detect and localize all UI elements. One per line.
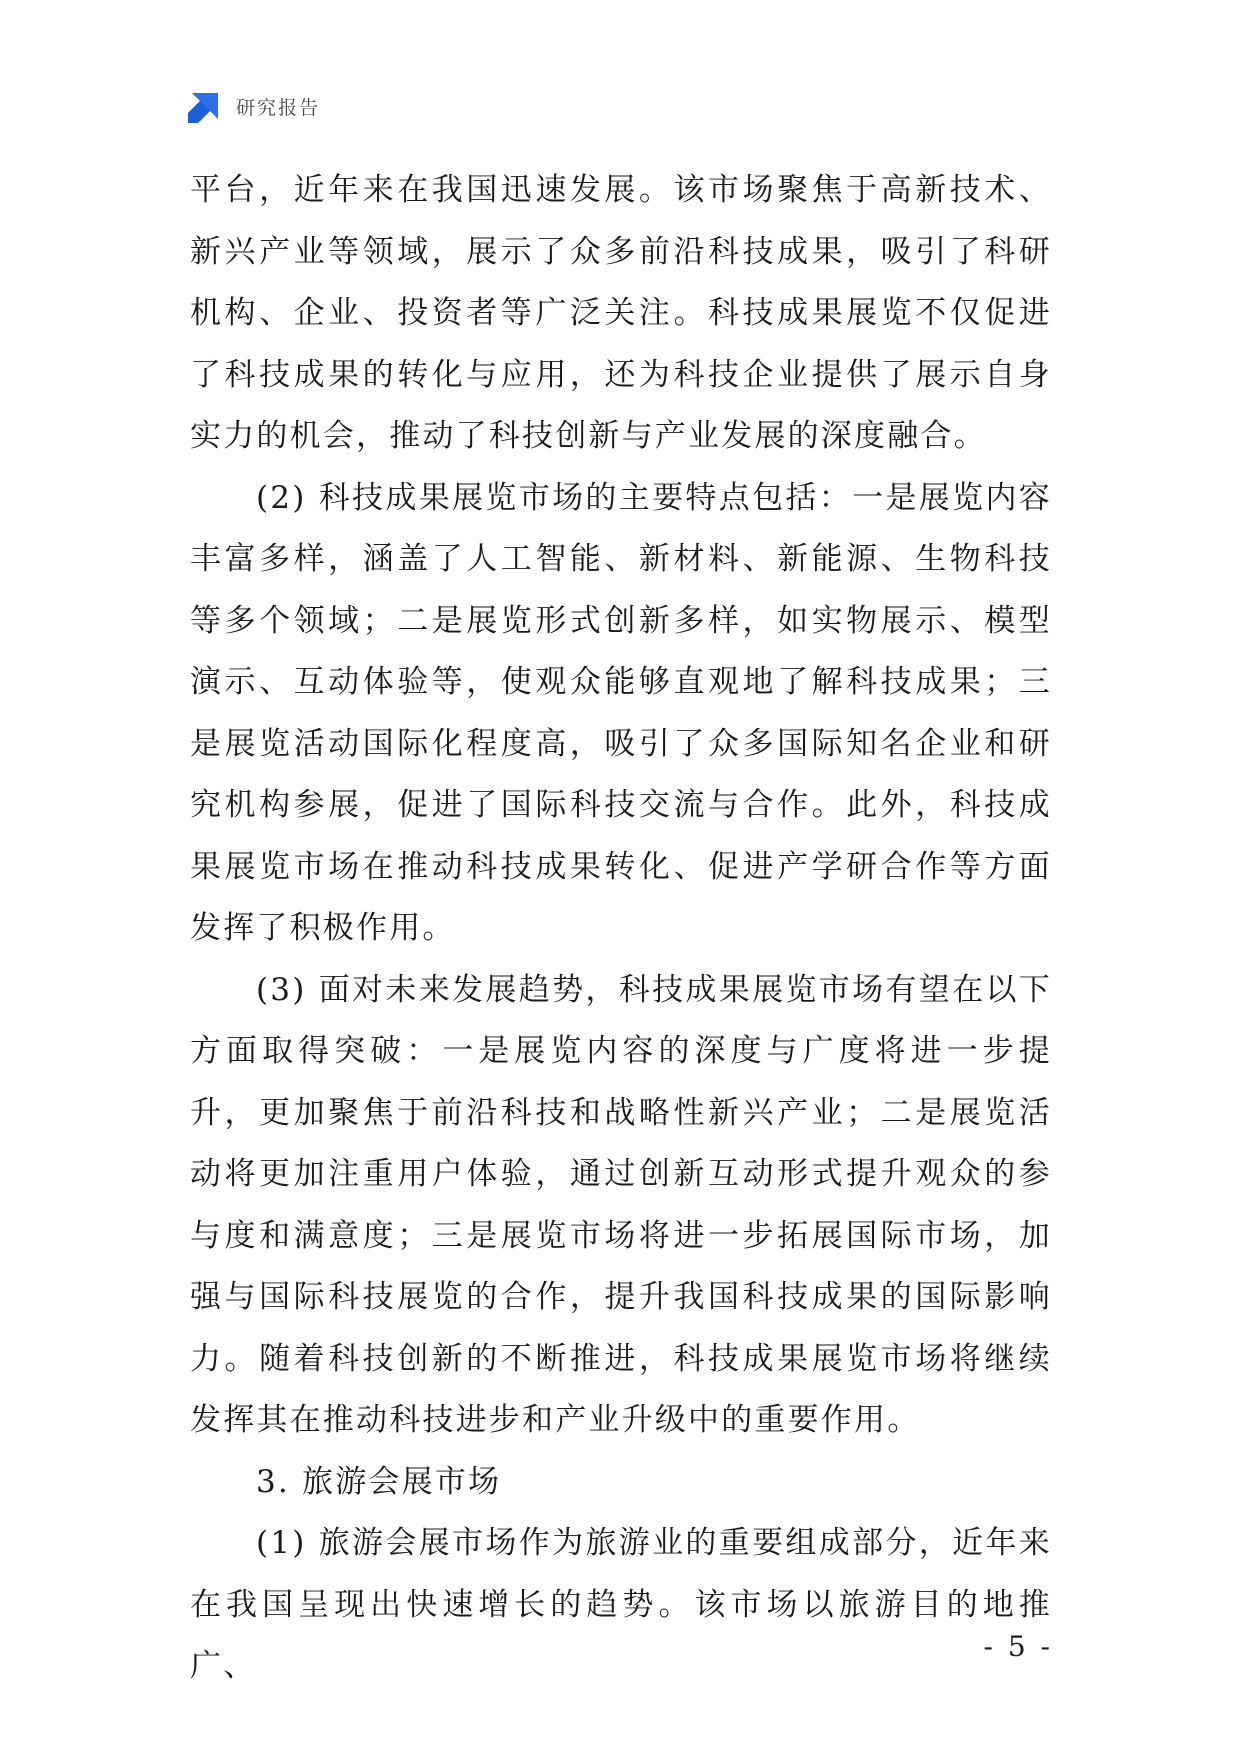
header-title: 研究报告 — [236, 96, 321, 119]
paragraph-2: (2) 科技成果展览市场的主要特点包括：一是展览内容丰富多样，涵盖了人工智能、新材料、新能源、生物科技等多个领域；二是展览形式创新多样，如实物展示、模型演示、互动体验等，使观众能够直观地了解科技成果；三是展览活动国际化程度高，吸引了众多国际知名企业和研究机构参展，促进了国际科技交流与合作。此外，科技成果展览市场在推动科技成果转化、促进产学研合作等方面发挥了积极作用。 — [190, 479, 1052, 946]
section-heading: 3. 旅游会展市场 — [256, 1463, 502, 1500]
paragraph-1: 平台，近年来在我国迅速发展。该市场聚焦于高新技术、新兴产业等领域，展示了众多前沿科技成果，吸引了科研机构、企业、投资者等广泛关注。科技成果展览不仅促进了科技成果的转化与应用，还为科技企业提供了展示自身实力的机会，推动了科技创新与产业发展的深度融合。 — [190, 172, 1052, 454]
document-body — [190, 160, 1052, 1698]
page-number: - 5 - — [983, 1630, 1053, 1663]
page-header — [188, 88, 320, 124]
paragraph-3: (3) 面对未来发展趋势，科技成果展览市场有望在以下方面取得突破：一是展览内容的深度与广度将进一步提升，更加聚焦于前沿科技和战略性新兴产业；二是展览活动将更加注重用户体验，通过创新互动形式提升观众的参与度和满意度；三是展览市场将进一步拓展国际市场，加强与国际科技展览的合作，提升我国科技成果的国际影响力。随着科技创新的不断推进，科技成果展览市场将继续发挥其在推动科技进步和产业升级中的重要作用。 — [190, 971, 1052, 1438]
paragraph-4: (1) 旅游会展市场作为旅游业的重要组成部分，近年来在我国呈现出快速增长的趋势。该市场以旅游目的地推广、 — [190, 1525, 1052, 1684]
arrow-logo-icon — [188, 89, 222, 123]
